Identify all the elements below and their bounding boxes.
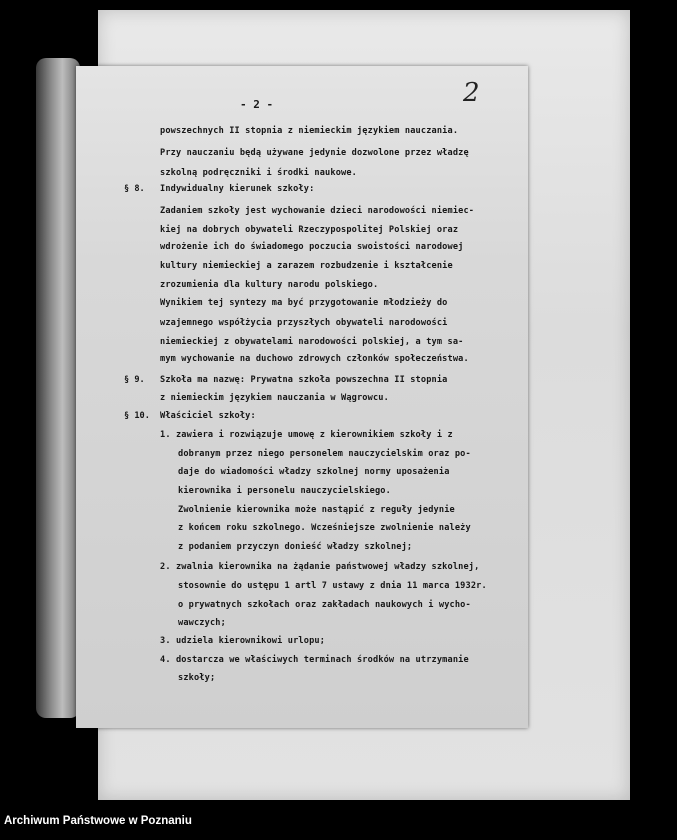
text-line: kultury niemieckiej a zarazem rozbudzenie i kształcenie: [160, 261, 453, 271]
text-line: z podaniem przyczyn donieść władzy szkolnej;: [178, 542, 413, 552]
text-line: Wynikiem tej syntezy ma być przygotowanie młodzieży do: [160, 298, 448, 308]
text-line: z niemieckim językiem nauczania w Wągrowcu.: [160, 393, 389, 403]
text-line: Zwolnienie kierownika może nastąpić z reguły jedynie: [178, 505, 455, 515]
list-item: 4. dostarcza we właściwych terminach środków na utrzymanie: [160, 655, 469, 665]
page-number: - 2 -: [240, 98, 274, 111]
list-item: 1. zawiera i rozwiązuje umowę z kierownikiem szkoły i z: [160, 430, 453, 440]
text-line: z końcem roku szkolnego. Wcześniejsze zwolnienie należy: [178, 523, 471, 533]
list-item: 2. zwalnia kierownika na żądanie państwowej władzy szkolnej,: [160, 562, 480, 572]
text-line: wawczych;: [178, 618, 226, 628]
list-item: 3. udziela kierownikowi urlopu;: [160, 636, 326, 646]
text-line: o prywatnych szkołach oraz zakładach naukowych i wycho-: [178, 600, 471, 610]
text-line: mym wychowanie na duchowo zdrowych członków społeczeństwa.: [160, 354, 469, 364]
text-line: wdrożenie ich do świadomego poczucia swoistości narodowej: [160, 242, 464, 252]
archive-watermark: Archiwum Państwowe w Poznaniu: [4, 815, 192, 827]
text-line: wzajemnego współżycia przyszłych obywateli narodowości: [160, 318, 448, 328]
text-line: daje do wiadomości władzy szkolnej normy uposażenia: [178, 467, 450, 477]
text-line: dobranym przez niego personelem nauczycielskim oraz po-: [178, 449, 471, 459]
text-line: Przy nauczaniu będą używane jedynie dozwolone przez władzę: [160, 148, 469, 158]
text-line: powszechnych II stopnia z niemieckim językiem nauczania.: [160, 126, 459, 136]
section-mark: § 9.: [124, 375, 145, 385]
text-line: kierownika i personelu nauczycielskiego.: [178, 486, 391, 496]
text-line: stosownie do ustępu 1 artl 7 ustawy z dnia 11 marca 1932r.: [178, 581, 487, 591]
section-heading: Właściciel szkoły:: [160, 411, 256, 421]
section-heading: Szkoła ma nazwę: Prywatna szkoła powszechna II stopnia: [160, 375, 448, 385]
section-heading: Indywidualny kierunek szkoły:: [160, 184, 315, 194]
section-mark: § 8.: [124, 184, 145, 194]
text-line: szkolną podręczniki i środki naukowe.: [160, 168, 357, 178]
folded-page-edge: [36, 58, 80, 718]
handwritten-page-number: 2: [463, 78, 480, 108]
section-mark: § 10.: [124, 411, 150, 421]
text-line: zrozumienia dla kultury narodu polskiego.: [160, 280, 379, 290]
text-line: kiej na dobrych obywateli Rzeczypospolitej Polskiej oraz: [160, 225, 459, 235]
text-line: Zadaniem szkoły jest wychowanie dzieci narodowości niemiec-: [160, 206, 475, 216]
text-line: szkoły;: [178, 673, 216, 683]
text-line: niemieckiej z obywatelami narodowości polskiej, a tym sa-: [160, 337, 464, 347]
